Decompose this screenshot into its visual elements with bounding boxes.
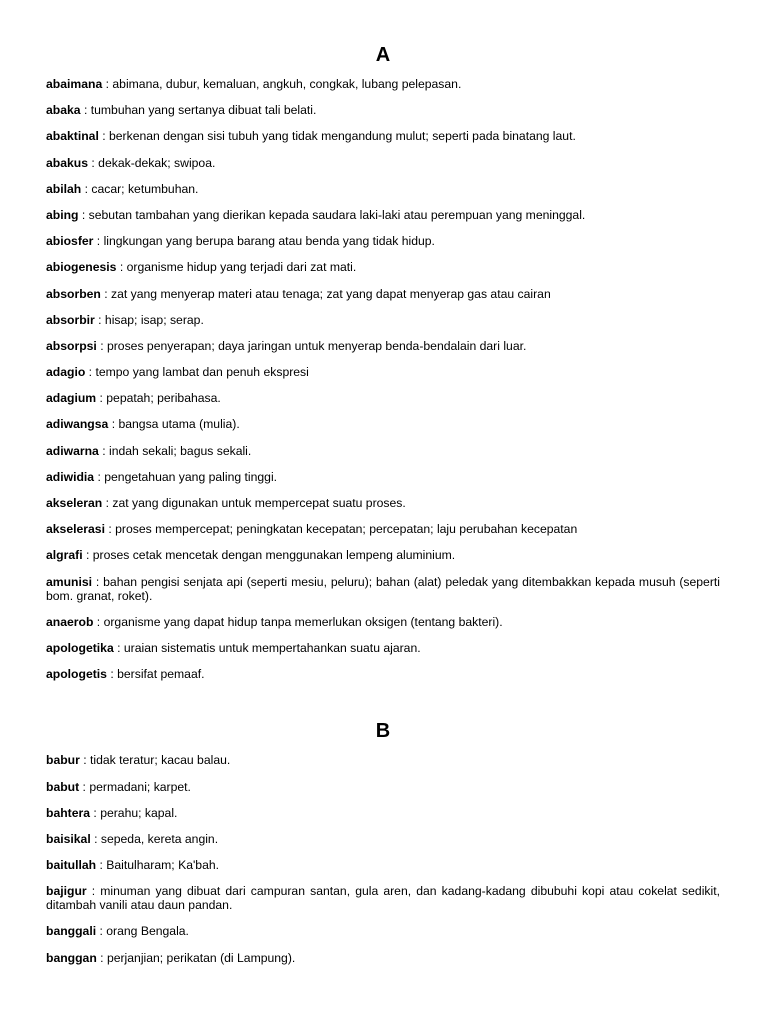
- section-heading-b: B: [375, 720, 391, 743]
- entry-definition: : perjanjian; perikatan (di Lampung).: [96, 950, 296, 965]
- entry-term: baitullah: [46, 858, 97, 873]
- dictionary-entry: [46, 287, 720, 301]
- entry-term: algrafi: [46, 548, 83, 563]
- entry-definition: : perahu; kapal.: [90, 805, 178, 820]
- dictionary-entry: [46, 575, 720, 603]
- entry-definition: : bersifat pemaaf.: [106, 667, 205, 682]
- section-a: [46, 0, 720, 681]
- entry-term: babut: [46, 779, 80, 794]
- entry-term: apologetika: [46, 640, 114, 655]
- dictionary-entry: [46, 103, 720, 117]
- entry-definition: : zat yang digunakan untuk mempercepat suatu proses.: [102, 496, 406, 510]
- dictionary-entry: [46, 208, 720, 222]
- entry-definition: : tidak teratur; kacau balau.: [79, 753, 231, 768]
- entry-definition: : orang Bengala.: [96, 924, 189, 939]
- entry-term: amunisi: [46, 574, 93, 589]
- entry-definition: : indah sekali; bagus sekali.: [98, 443, 252, 458]
- dictionary-entry: [46, 858, 720, 872]
- entry-definition: : bahan pengisi senjata api (seperti mesiu, peluru); bahan (alat) peledak yang ditembakkan kepada musuh (seperti bom. granat, roket).: [46, 574, 720, 603]
- dictionary-entry: [46, 313, 720, 327]
- entry-definition: : pepatah; peribahasa.: [96, 391, 221, 406]
- entry-term: absorben: [46, 286, 101, 301]
- dictionary-entry: [46, 806, 720, 820]
- entry-definition: : organisme hidup yang terjadi dari zat mati.: [116, 260, 357, 275]
- entry-term: abing: [46, 207, 79, 222]
- entry-term: baisikal: [46, 831, 91, 846]
- dictionary-entry: [46, 496, 720, 510]
- dictionary-entry: [46, 339, 720, 353]
- dictionary-entry: [46, 260, 720, 274]
- entry-term: abaka: [46, 103, 81, 118]
- entry-definition: : proses penyerapan; daya jaringan untuk menyerap benda-bendalain dari luar.: [96, 338, 527, 353]
- dictionary-entry: [46, 182, 720, 196]
- dictionary-entry: [46, 780, 720, 794]
- dictionary-entry: [46, 753, 720, 767]
- dictionary-entry: [46, 77, 720, 91]
- dictionary-entry: [46, 391, 720, 405]
- dictionary-entry: [46, 234, 720, 248]
- dictionary-entry: [46, 417, 720, 431]
- dictionary-entry: [46, 444, 720, 458]
- entry-list-a: [46, 77, 720, 681]
- entry-term: abakus: [46, 155, 89, 170]
- entry-term: bajigur: [46, 884, 87, 899]
- entry-definition: : uraian sistematis untuk mempertahankan suatu ajaran.: [113, 640, 421, 655]
- entry-term: adiwidia: [46, 469, 95, 484]
- entry-term: bahtera: [46, 805, 91, 820]
- entry-definition: : cacar; ketumbuhan.: [81, 181, 199, 196]
- entry-definition: : bangsa utama (mulia).: [108, 417, 240, 432]
- dictionary-entry: [46, 667, 720, 681]
- entry-term: absorbir: [46, 312, 95, 327]
- entry-definition: : proses cetak mencetak dengan menggunakan lempeng aluminium.: [82, 548, 456, 563]
- section-heading-a: A: [375, 44, 391, 66]
- entry-term: banggan: [46, 950, 97, 965]
- entry-definition: : proses mempercepat; peningkatan kecepatan; percepatan; laju perubahan kecepatan: [104, 522, 578, 537]
- entry-definition: : pengetahuan yang paling tinggi.: [94, 469, 278, 484]
- entry-term: adiwangsa: [46, 417, 109, 432]
- dictionary-entry: [46, 951, 720, 965]
- entry-term: abaktinal: [46, 129, 99, 144]
- entry-term: abiogenesis: [46, 260, 117, 275]
- entry-definition: : minuman yang dibuat dari campuran santan, gula aren, dan kadang-kadang dibubuhi kopi atau cokelat sedikit, ditambah vanili atau daun pandan.: [46, 884, 720, 913]
- entry-term: babur: [46, 753, 80, 768]
- entry-term: adagium: [46, 391, 97, 406]
- entry-definition: : abimana, dubur, kemaluan, angkuh, congkak, lubang pelepasan.: [102, 77, 462, 91]
- dictionary-entry: [46, 924, 720, 938]
- dictionary-entry: [46, 522, 720, 536]
- entry-term: abilah: [46, 181, 82, 196]
- dictionary-entry: [46, 832, 720, 846]
- entry-definition: : organisme yang dapat hidup tanpa memerlukan oksigen (tentang bakteri).: [93, 614, 503, 629]
- entry-definition: : Baitulharam; Ka'bah.: [96, 858, 220, 873]
- entry-term: apologetis: [46, 667, 107, 682]
- entry-term: abaimana: [46, 77, 103, 91]
- entry-definition: : permadani; karpet.: [79, 779, 191, 794]
- entry-definition: : hisap; isap; serap.: [94, 312, 204, 327]
- dictionary-entry: [46, 470, 720, 484]
- dictionary-entry: [46, 884, 720, 912]
- entry-term: adagio: [46, 365, 86, 380]
- dictionary-entry: [46, 129, 720, 143]
- dictionary-entry: [46, 615, 720, 629]
- entry-term: akseleran: [46, 496, 103, 510]
- entry-list-b: [46, 753, 720, 964]
- entry-term: anaerob: [46, 614, 94, 629]
- entry-term: banggali: [46, 924, 97, 939]
- entry-definition: : tempo yang lambat dan penuh ekspresi: [85, 365, 309, 380]
- dictionary-entry: [46, 641, 720, 655]
- section-b: [46, 693, 720, 964]
- entry-definition: : dekak-dekak; swipoa.: [88, 155, 216, 170]
- dictionary-entry: [46, 365, 720, 379]
- dictionary-entry: [46, 156, 720, 170]
- entry-term: akselerasi: [46, 522, 105, 537]
- entry-definition: : berkenan dengan sisi tubuh yang tidak mengandung mulut; seperti pada binatang laut.: [98, 129, 576, 144]
- entry-term: adiwarna: [46, 443, 99, 458]
- entry-definition: : zat yang menyerap materi atau tenaga; zat yang dapat menyerap gas atau cairan: [100, 286, 551, 301]
- entry-definition: : lingkungan yang berupa barang atau benda yang tidak hidup.: [93, 234, 435, 249]
- entry-definition: : tumbuhan yang sertanya dibuat tali belati.: [80, 103, 317, 118]
- entry-term: abiosfer: [46, 234, 94, 249]
- entry-term: absorpsi: [46, 338, 97, 353]
- entry-definition: : sebutan tambahan yang dierikan kepada saudara laki-laki atau perempuan yang meninggal.: [78, 207, 586, 222]
- entry-definition: : sepeda, kereta angin.: [90, 831, 219, 846]
- dictionary-entry: [46, 548, 720, 562]
